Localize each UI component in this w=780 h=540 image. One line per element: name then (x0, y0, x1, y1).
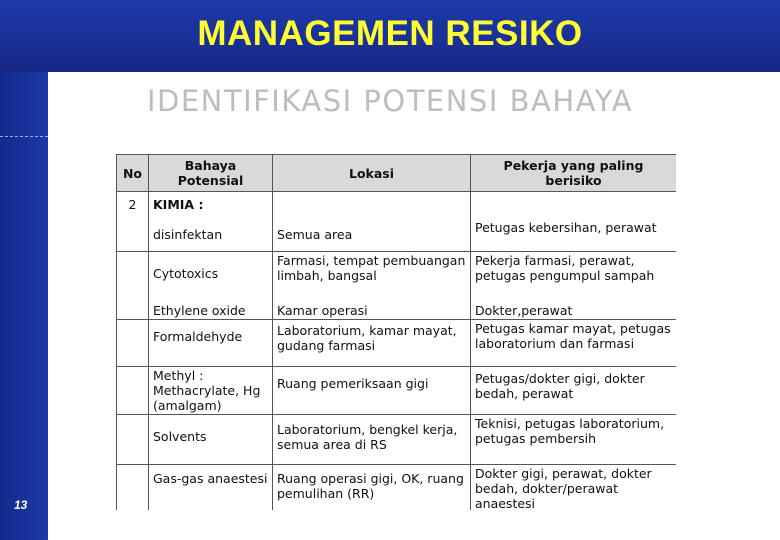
section-heading: IDENTIFIKASI POTENSI BAHAYA (146, 84, 634, 118)
cell-no (117, 464, 149, 510)
cell-no: 2 (117, 192, 149, 218)
table-row (117, 252, 677, 302)
cell-lokasi: Ruang pemeriksaan gigi (273, 366, 471, 414)
cell-no (117, 252, 149, 302)
table-row (117, 414, 677, 464)
title-bar (0, 0, 780, 72)
table-header-row (117, 155, 677, 192)
cell-no (117, 218, 149, 252)
table-row (117, 319, 677, 366)
cell-bahaya: Gas-gas anaestesi (149, 464, 273, 510)
cell-pekerja: Pekerja farmasi, perawat, petugas pengumpul sampah (471, 252, 677, 302)
cell-bahaya: Methyl : Methacrylate, Hg (amalgam) (149, 366, 273, 414)
header-no: No (117, 155, 149, 192)
cell-bahaya: Solvents (149, 414, 273, 464)
cell-lokasi (273, 192, 471, 218)
cell-lokasi: Laboratorium, bengkel kerja, semua area di RS (273, 414, 471, 464)
hazard-table (116, 154, 676, 510)
cell-lokasi: Kamar operasi (273, 302, 471, 320)
table-row (117, 464, 677, 510)
cell-pekerja: Petugas kamar mayat, petugas laboratorium dan farmasi (471, 319, 677, 366)
slide-title: MANAGEMEN RESIKO (197, 14, 583, 53)
cell-pekerja (471, 192, 677, 218)
header-pekerja: Pekerja yang paling berisiko (471, 155, 677, 192)
header-lokasi: Lokasi (273, 155, 471, 192)
cell-no (117, 302, 149, 320)
header-bahaya: Bahaya Potensial (149, 155, 273, 192)
table-row (117, 302, 677, 320)
cell-no (117, 319, 149, 366)
cell-pekerja: Teknisi, petugas laboratorium, petugas pembersih (471, 414, 677, 464)
table-row (117, 192, 677, 218)
cell-pekerja: Petugas/dokter gigi, dokter bedah, perawat (471, 366, 677, 414)
cell-pekerja: Petugas kebersihan, perawat (471, 218, 677, 252)
cell-no (117, 414, 149, 464)
slide-number: 13 (14, 498, 28, 512)
cell-lokasi: Laboratorium, kamar mayat, gudang farmasi (273, 319, 471, 366)
cell-bahaya: KIMIA : (149, 192, 273, 218)
cell-bahaya: Cytotoxics (149, 252, 273, 302)
left-sidebar (0, 72, 48, 540)
cell-bahaya: Formaldehyde (149, 319, 273, 366)
table-row (117, 218, 677, 252)
hazard-table-container (116, 154, 676, 510)
cell-lokasi: Farmasi, tempat pembuangan limbah, bangsal (273, 252, 471, 302)
cell-pekerja: Dokter gigi, perawat, dokter bedah, dokter/perawat anaestesi (471, 464, 677, 510)
cell-bahaya: Ethylene oxide (149, 302, 273, 320)
cell-lokasi: Ruang operasi gigi, OK, ruang pemulihan (RR) (273, 464, 471, 510)
cell-no (117, 366, 149, 414)
cell-bahaya: disinfektan (149, 218, 273, 252)
table-row (117, 366, 677, 414)
cell-pekerja: Dokter,perawat (471, 302, 677, 320)
decorative-line (0, 136, 48, 137)
cell-lokasi: Semua area (273, 218, 471, 252)
